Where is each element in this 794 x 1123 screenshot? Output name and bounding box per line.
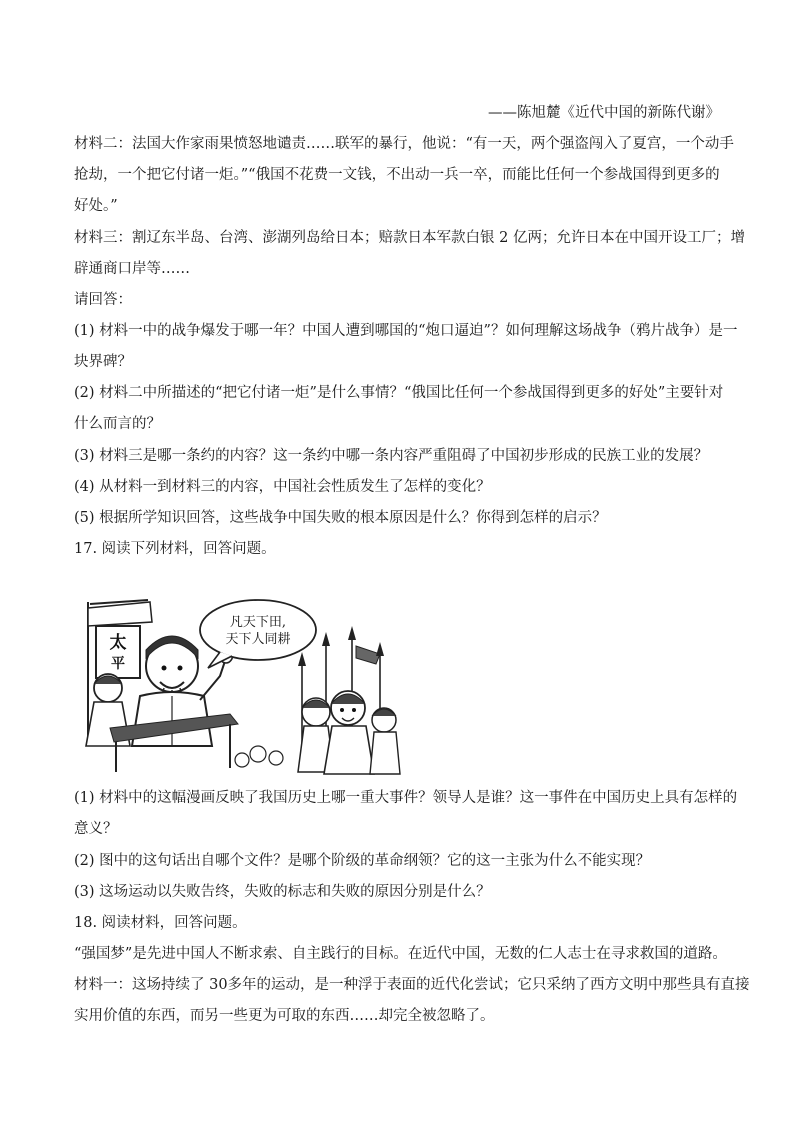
q18-intro: “强国梦”是先进中国人不断求索、自主践行的目标。在近代中国，无数的仁人志士在寻求救国的道路。 [74,946,727,962]
q16-item-5: (5) 根据所学知识回答，这些战争中国失败的根本原因是什么？你得到怎样的启示？ [74,510,607,526]
q17-item-1-line-2: 意义？ [74,821,118,837]
q17-item-1-line-1: (1) 材料中的这幅漫画反映了我国历史上哪一重大事件？领导人是谁？这一事件在中国历史上具有怎样的 [74,790,738,806]
flag-char-tai: 太 [109,633,127,653]
q17-title: 17. 阅读下列材料，回答问题。 [74,541,276,557]
material3-line-1: 材料三：割辽东半岛、台湾、澎湖列岛给日本；赔款日本军款白银 2 亿两；允许日本在中国开设工厂；增 [74,230,745,246]
material2-line-2: 抢劫，一个把它付诸一炬。”“俄国不花费一文钱，不出动一兵一卒，而能比任何一个参战国得到更多的 [74,167,720,183]
speech-line-2: 天下人同耕 [225,632,291,647]
q17-item-3: (3) 这场运动以失败告终，失败的标志和失败的原因分别是什么？ [74,884,491,900]
q16-item-1-line-1: (1) 材料一中的战争爆发于哪一年？中国人遭到哪国的“炮口逼迫”？如何理解这场战争（鸦片战争）是一 [74,323,738,339]
material2-line-1: 材料二：法国大作家雨果愤怒地谴责……联军的暴行，他说：“有一天，两个强盗闯入了夏宫，一个动手 [74,136,734,152]
speech-line-1: 凡天下田, [229,615,287,630]
q16-item-2-line-1: (2) 材料二中所描述的“把它付诸一炬”是什么事情？“俄国比任何一个参战国得到更多的好处”主要针对 [74,385,724,401]
q18-material1-line-2: 实用价值的东西，而另一些更为可取的东西……却完全被忽略了。 [74,1008,495,1024]
q18-title: 18. 阅读材料，回答问题。 [74,915,247,931]
q16-item-4: (4) 从材料一到材料三的内容，中国社会性质发生了怎样的变化？ [74,479,491,495]
please-answer: 请回答： [74,292,132,308]
source-citation: ——陈旭麓《近代中国的新陈代谢》 [488,105,720,121]
flag-char-ping: 平 [111,656,125,672]
q16-item-2-line-2: 什么而言的？ [74,416,161,432]
q16-item-3: (3) 材料三是哪一条约的内容？这一条约中哪一条内容严重阻碍了中国初步形成的民族工业的发展？ [74,448,709,464]
taiping-cartoon-image [80,596,402,776]
material2-line-3: 好处。” [74,198,118,214]
material3-line-2: 辟通商口岸等…… [74,261,190,277]
q16-item-1-line-2: 块界碑？ [74,354,132,370]
q18-material1-line-1: 材料一：这场持续了 30多年的运动，是一种浮于表面的近代化尝试；它只采纳了西方文明中那些具有直接 [74,977,750,993]
q17-item-2: (2) 图中的这句话出自哪个文件？是哪个阶级的革命纲领？它的这一主张为什么不能实现？ [74,853,651,869]
